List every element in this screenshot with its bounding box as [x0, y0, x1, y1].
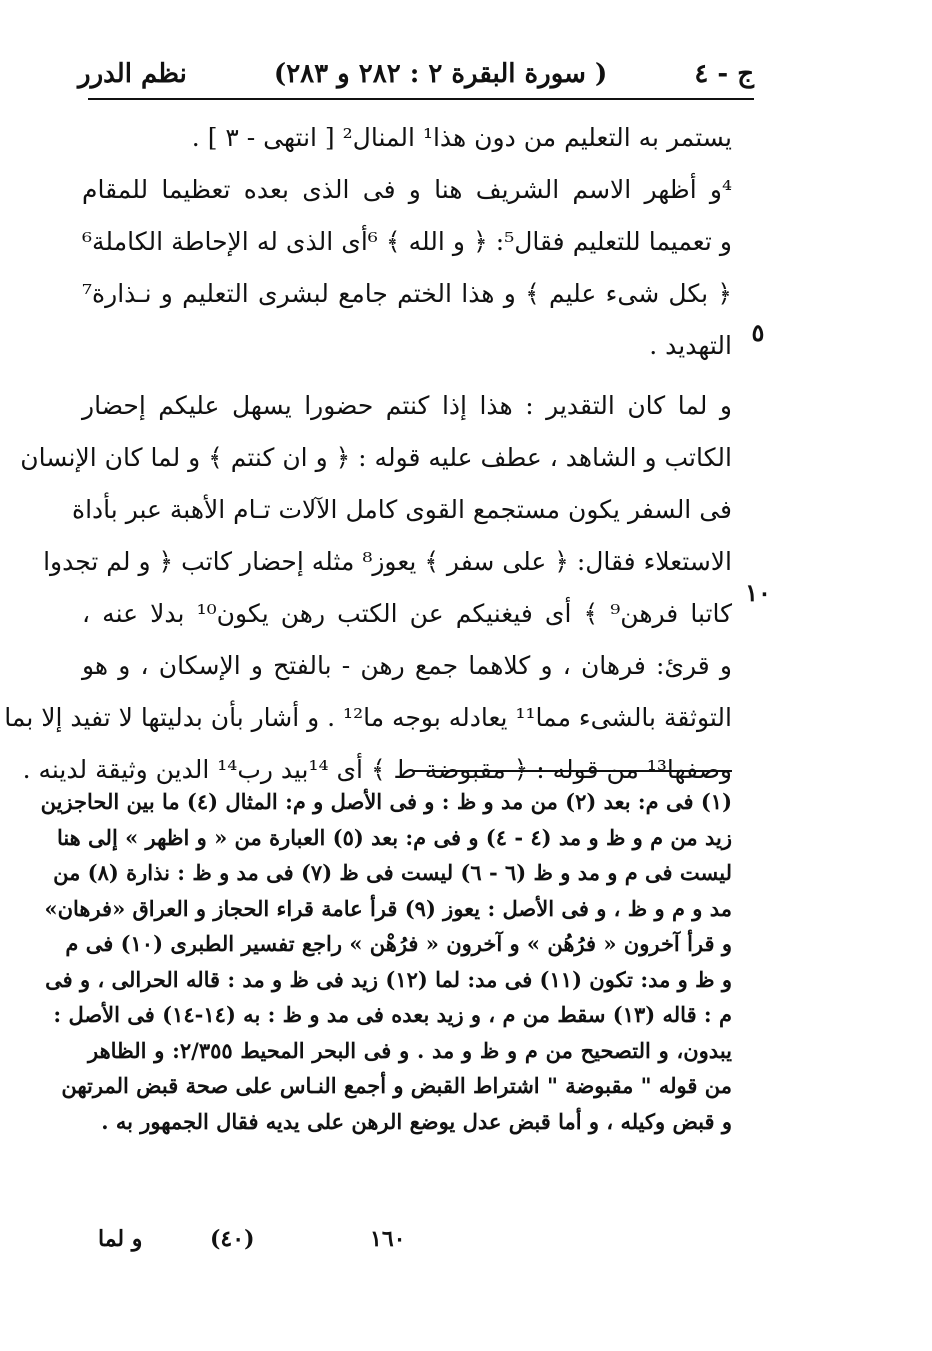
header-rule [88, 98, 754, 100]
footnote-line: مد و م و ظ ، و فى الأصل : يعوز (٩) قرأ عامة قراء الحجاز و العراق «فرهان» [44, 895, 732, 921]
text-line: و تعميما للتعليم فقال⁵: ﴿ و الله ﴾ ⁶أى الذى له الإحاطة الكاملة⁶ [82, 227, 732, 256]
footnote-rule [412, 770, 732, 772]
text-line: كاتبا فرهن⁹ ﴾ أى فيغنيكم عن الكتب رهن يكون¹⁰ بدلا عنه ، [82, 599, 732, 628]
text-line: الكاتب و الشاهد ، عطف عليه قوله : ﴿ و ان كنتم ﴾ و لما كان الإنسان [20, 443, 732, 472]
text-line: و لما كان التقدير : هذا إذا كنتم حضورا يسهل عليكم إحضار [82, 391, 732, 420]
book-title: نظم الدرر [78, 59, 187, 89]
footnote-line: م : قاله (١٣) سقط من م ، و زيد بعده فى مد و ظ : به (١٤-١٤) فى الأصل : [53, 1002, 732, 1027]
footnote-line: و ظ و مد: تكون (١١) فى مد: لما (١٢) زيد فى ظ و مد : قاله الحرالى ، و فى [45, 966, 732, 992]
running-header [78, 52, 754, 96]
line-number-10: ١٠ [745, 578, 771, 607]
footnote-line: زيد من م و ظ و مد (٤ - ٤) و فى م: بعد (٥) العبارة من « و اظهر » إلى هنا [56, 824, 732, 850]
text-line: التوثقة بالشىء مما¹¹ يعادله بوجه ما¹² . و أشار بأن بدليتها لا تفيد إلا بما [4, 703, 732, 732]
text-line: ⁴و أظهر الاسم الشريف هنا و فى الذى بعده تعظيما للمقام [82, 175, 732, 204]
catchword: و لما [98, 1226, 143, 1252]
footnote-line: من قوله " مقبوضة " اشتراط القبض و أجمع النـاس على صحة قبض المرتهن [61, 1073, 732, 1098]
text-line: التهديد . [649, 331, 732, 360]
page-number: ١٦٠ [370, 1226, 406, 1252]
text-line: ﴿ بكل شىء عليم ﴾ و هذا الختم جامع لبشرى التعليم و نـذارة⁷ [82, 279, 732, 308]
part-number: (٤٠) [210, 1226, 255, 1252]
surah-reference: ( سورة البقرة ٢ : ٢٨٢ و ٢٨٣) [273, 59, 608, 89]
text-line: وصفها¹³ من قوله : ﴿ مقبوضة ط ﴾ أى ¹⁴بيد رب¹⁴ الدين وثيقة لدينه . [22, 755, 732, 784]
footnote-line: يبدون، و التصحيح من م و ظ و مد . و فى البحر المحيط ٢/٣٥٥: و الظاهر [88, 1037, 732, 1063]
footnotes [40, 784, 732, 1139]
footnote-line: (١) فى م: بعد (٢) من مد و ظ : و فى الأصل و م: المثال (٤) ما بين الحاجزين [40, 789, 732, 814]
volume-number: ج - ٤ [694, 59, 754, 89]
text-line: و قرئ: فرهان ، و كلاهما جمع رهن - بالفتح و الإسكان ، و هو [82, 651, 732, 680]
footnote-line: و قبض وكيله ، و أما قبض عدل يوضع الرهن على يديه فقال الجمهور به . [101, 1108, 732, 1134]
text-line: يستمر به التعليم من دون هذا¹ المنال² [ انتهى - ٣ ] . [191, 123, 732, 152]
footnote-line: ليست فى م و مد و ظ (٦ - ٦) ليست فى ظ (٧) فى مد و ظ : نذارة (٨) من [53, 860, 732, 885]
text-line: فى السفر يكون مستجمع القوى كامل الآلات تـام الأهبة عبر بأداة [72, 495, 732, 524]
main-text [4, 112, 732, 796]
text-line: الاستعلاء فقال: ﴿ على سفر ﴾ يعوز⁸ مثله إحضار كاتب ﴿ و لم تجدوا [43, 547, 732, 576]
line-number-5: ٥ [751, 318, 765, 347]
footnote-line: و قرأ آخرون « فرُهُن » و آخرون « فرُهْن » راجع تفسير الطبرى (١٠) فى م [65, 931, 732, 956]
